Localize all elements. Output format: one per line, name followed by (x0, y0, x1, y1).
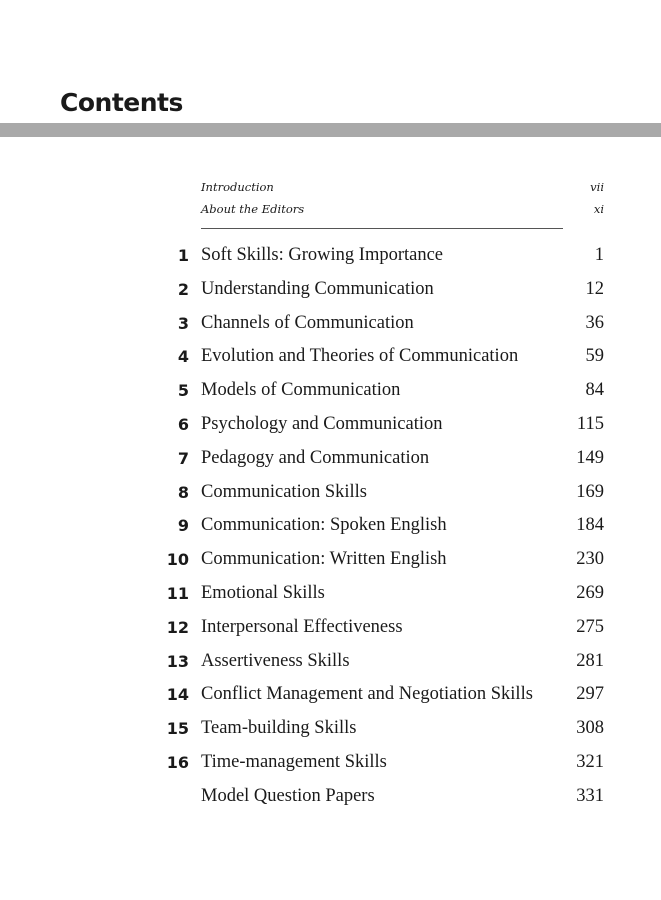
chapter-title: Channels of Communication (201, 312, 414, 333)
chapter-page: 1 (594, 245, 604, 265)
chapter-page: 84 (585, 380, 604, 401)
chapter-row[interactable] (0, 678, 661, 712)
chapter-row[interactable] (0, 340, 661, 374)
chapter-title: Pedagogy and Communication (201, 447, 430, 468)
chapter-row[interactable] (0, 780, 661, 814)
chapter-title: Understanding Communication (201, 278, 434, 299)
chapter-page: 169 (576, 481, 604, 502)
chapter-number: 8 (177, 482, 189, 502)
chapter-page: 115 (576, 413, 604, 434)
chapter-page: 331 (576, 785, 604, 806)
chapter-row[interactable] (0, 442, 661, 476)
chapter-row[interactable] (0, 712, 661, 746)
chapter-number: 1 (177, 246, 189, 265)
chapter-title: Communication: Written English (201, 549, 447, 570)
chapter-title: Emotional Skills (201, 582, 325, 603)
chapter-page: 149 (576, 447, 604, 468)
chapter-row[interactable] (0, 577, 661, 611)
chapter-title: Assertiveness Skills (201, 650, 350, 671)
title-bar (0, 123, 661, 137)
chapter-title: Communication Skills (201, 481, 367, 502)
chapter-number: 6 (177, 414, 189, 434)
chapter-title: Psychology and Communication (201, 413, 443, 434)
chapter-page: 12 (585, 278, 604, 299)
front-matter-page: xi (593, 202, 604, 216)
chapter-page: 297 (576, 684, 604, 705)
front-matter-page: vii (590, 180, 604, 194)
chapter-page: 321 (576, 751, 604, 772)
chapter-row[interactable] (0, 509, 661, 543)
chapter-page: 36 (585, 312, 604, 333)
chapter-row[interactable] (0, 476, 661, 510)
chapter-number: 15 (166, 719, 189, 739)
chapter-list (0, 239, 661, 814)
chapter-row[interactable] (0, 307, 661, 341)
chapter-title: Model Question Papers (201, 785, 375, 806)
chapter-title: Soft Skills: Growing Importance (201, 245, 444, 265)
chapter-row[interactable] (0, 408, 661, 442)
chapter-number: 10 (166, 550, 189, 570)
chapter-row[interactable] (0, 645, 661, 679)
chapter-title: Conflict Management and Negotiation Skills (201, 684, 533, 705)
front-matter-title: About the Editors (201, 202, 305, 216)
chapter-number: 2 (177, 279, 189, 299)
chapter-page: 275 (576, 616, 604, 637)
chapter-title: Evolution and Theories of Communication (201, 346, 519, 367)
chapter-row[interactable] (0, 746, 661, 780)
chapter-number: 14 (166, 685, 189, 705)
chapter-row[interactable] (0, 543, 661, 577)
chapter-number: 16 (166, 752, 189, 772)
chapter-number: 3 (177, 313, 189, 333)
chapter-title: Communication: Spoken English (201, 515, 447, 536)
chapter-row[interactable] (0, 273, 661, 307)
chapter-title: Time-management Skills (201, 751, 387, 772)
front-matter-list (201, 176, 604, 220)
chapter-number: 7 (177, 448, 189, 468)
divider (201, 228, 563, 229)
chapter-page: 59 (585, 346, 604, 367)
chapter-number: 12 (166, 617, 189, 637)
chapter-page: 184 (576, 515, 604, 536)
chapter-number: 11 (166, 583, 189, 603)
chapter-page: 269 (576, 582, 604, 603)
chapter-number: 4 (177, 347, 189, 367)
chapter-title: Models of Communication (201, 380, 401, 401)
page-title: Contents (60, 88, 183, 117)
chapter-row[interactable] (0, 374, 661, 408)
front-matter-title: Introduction (201, 180, 274, 194)
chapter-title: Interpersonal Effectiveness (201, 616, 403, 637)
front-matter-item[interactable] (201, 198, 604, 220)
chapter-number: 5 (177, 381, 189, 401)
front-matter-item[interactable] (201, 176, 604, 198)
chapter-row[interactable] (0, 239, 661, 273)
chapter-row[interactable] (0, 611, 661, 645)
chapter-page: 230 (576, 549, 604, 570)
chapter-page: 308 (576, 718, 604, 739)
chapter-number: 9 (177, 516, 189, 536)
chapter-title: Team-building Skills (201, 718, 357, 739)
chapter-number: 13 (166, 651, 189, 671)
chapter-page: 281 (576, 650, 604, 671)
